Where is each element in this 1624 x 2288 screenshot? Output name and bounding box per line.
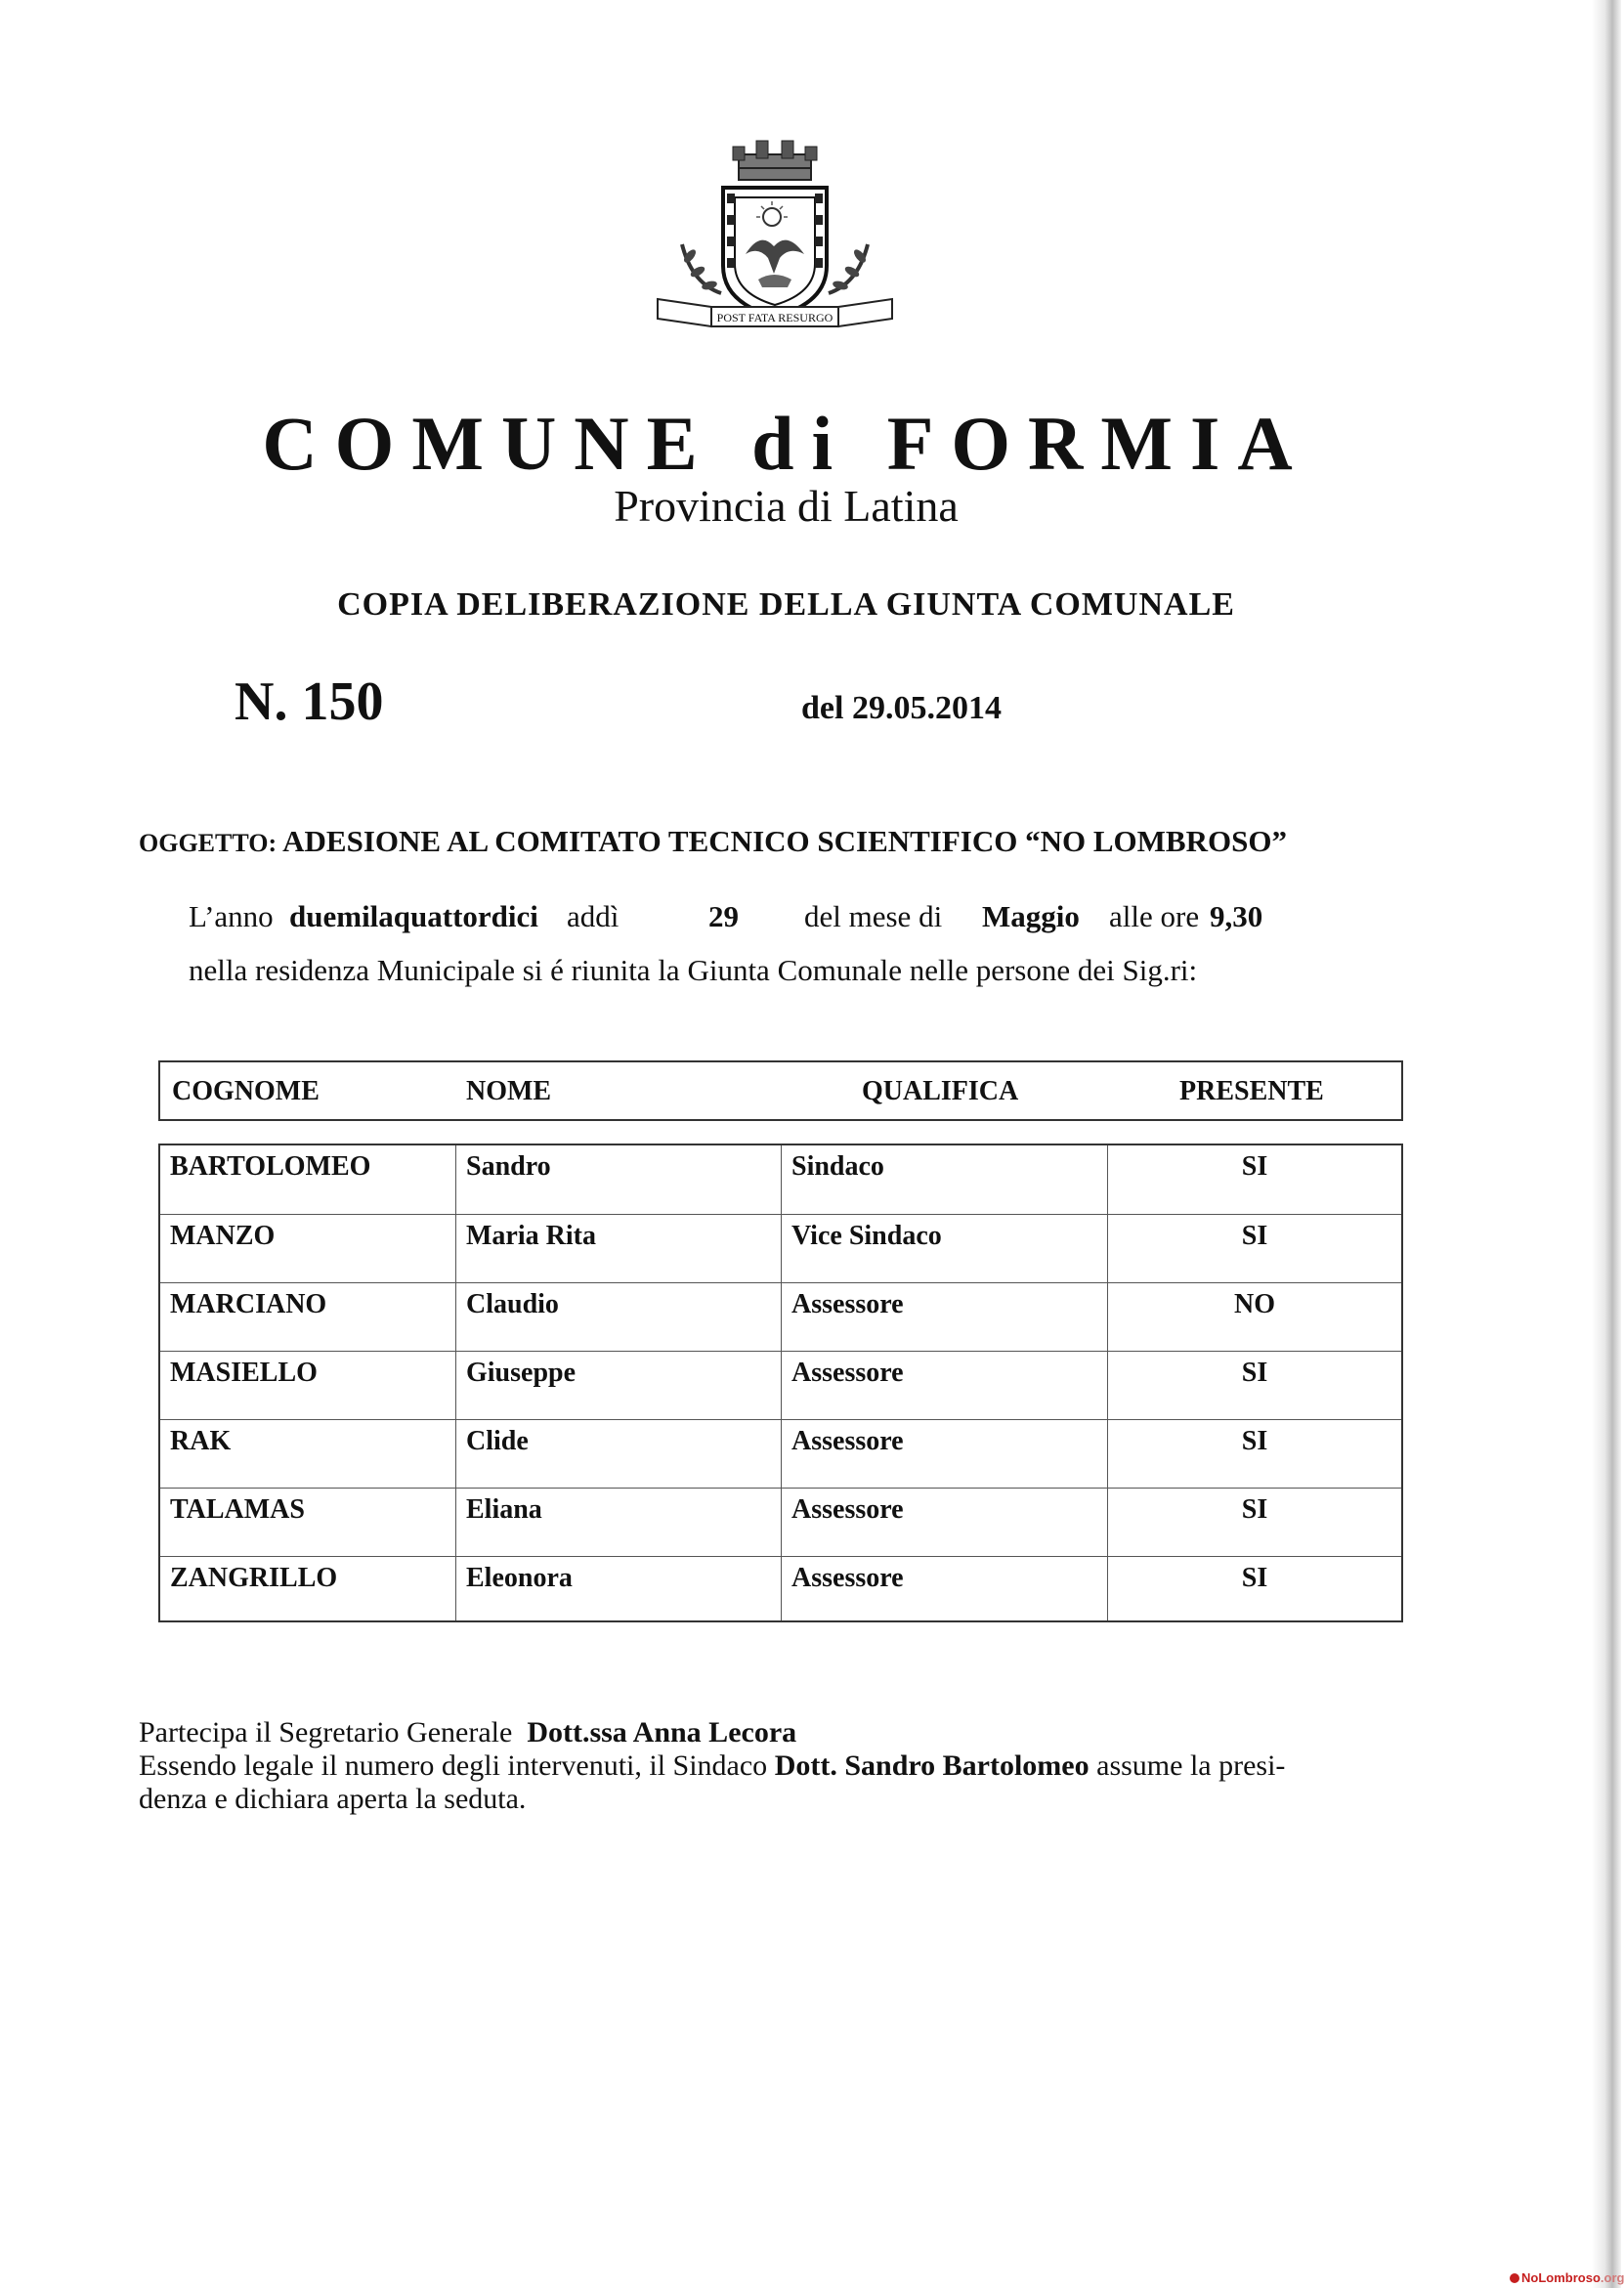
- cell-nome: Sandro: [456, 1145, 782, 1214]
- watermark-brand: NoLombroso: [1521, 2270, 1601, 2285]
- header-nome: NOME: [466, 1076, 552, 1106]
- cell-qualifica: Assessore: [782, 1420, 1108, 1488]
- intro-day: 29: [708, 899, 739, 933]
- subject-label: OGGETTO:: [139, 829, 278, 857]
- scan-edge-shadow: [1592, 0, 1621, 2288]
- watermark-domain: .org: [1600, 2270, 1624, 2285]
- intro-anno: L’anno: [189, 899, 274, 933]
- intro-month: Maggio: [982, 899, 1080, 933]
- table-row: [160, 1351, 1401, 1419]
- cell-cognome: BARTOLOMEO: [160, 1145, 456, 1214]
- cell-qualifica: Assessore: [782, 1489, 1108, 1556]
- crest-motto: POST FATA RESURGO: [716, 311, 833, 324]
- cell-cognome: RAK: [160, 1420, 456, 1488]
- document-type: COPIA DELIBERAZIONE DELLA GIUNTA COMUNALE: [337, 586, 1235, 623]
- cell-qualifica: Assessore: [782, 1557, 1108, 1620]
- mayor-name: Dott. Sandro Bartolomeo: [774, 1749, 1090, 1782]
- cell-qualifica: Vice Sindaco: [782, 1215, 1108, 1282]
- cell-presente: SI: [1241, 1358, 1268, 1388]
- cell-nome: Giuseppe: [456, 1352, 782, 1419]
- table-row: [160, 1282, 1401, 1351]
- cell-presente: NO: [1234, 1289, 1275, 1319]
- cell-cognome: MARCIANO: [160, 1283, 456, 1351]
- intro-ore: alle ore: [1109, 899, 1200, 933]
- members-table: [158, 1144, 1403, 1622]
- document-date: del 29.05.2014: [801, 690, 1002, 726]
- table-row: [160, 1419, 1401, 1488]
- cell-nome: Maria Rita: [456, 1215, 782, 1282]
- closing-line-1: [139, 1716, 796, 1749]
- header-presente: PRESENTE: [1179, 1076, 1324, 1106]
- document-number: N. 150: [235, 671, 384, 732]
- intro-time: 9,30: [1210, 899, 1263, 933]
- closing-text: Partecipa il Segretario Generale: [139, 1716, 513, 1748]
- cell-presente: SI: [1241, 1494, 1268, 1525]
- cell-presente: SI: [1241, 1563, 1268, 1593]
- cell-qualifica: Sindaco: [782, 1145, 1108, 1214]
- watermark-logo-icon: [1510, 2273, 1519, 2283]
- table-header: [158, 1060, 1403, 1121]
- table-row: [160, 1556, 1401, 1620]
- closing-text: assume la presi-: [1096, 1749, 1286, 1782]
- table-row: [160, 1214, 1401, 1282]
- subject-text: ADESIONE AL COMITATO TECNICO SCIENTIFICO “NO LOMBROSO”: [282, 824, 1287, 858]
- cell-nome: Eleonora: [456, 1557, 782, 1620]
- closing-line-3: denza e dichiara aperta la seduta.: [139, 1783, 527, 1815]
- cell-qualifica: Assessore: [782, 1352, 1108, 1419]
- table-row: [160, 1145, 1401, 1214]
- table-row: [160, 1488, 1401, 1556]
- header-qualifica: QUALIFICA: [862, 1076, 1019, 1106]
- closing-line-2: [139, 1749, 1285, 1783]
- cell-presente: SI: [1241, 1151, 1268, 1182]
- cell-cognome: TALAMAS: [160, 1489, 456, 1556]
- subject-line: [139, 824, 1287, 859]
- cell-presente: SI: [1241, 1426, 1268, 1456]
- cell-cognome: MANZO: [160, 1215, 456, 1282]
- secretary-name: Dott.ssa Anna Lecora: [527, 1716, 797, 1748]
- cell-nome: Eliana: [456, 1489, 782, 1556]
- cell-cognome: ZANGRILLO: [160, 1557, 456, 1620]
- intro-mese: del mese di: [804, 899, 943, 933]
- header-cognome: COGNOME: [172, 1076, 320, 1106]
- cell-nome: Claudio: [456, 1283, 782, 1351]
- page-subtitle: Provincia di Latina: [614, 481, 959, 531]
- closing-text: Essendo legale il numero degli intervenuti, il Sindaco: [139, 1749, 768, 1782]
- page-title: COMUNE di FORMIA: [262, 401, 1310, 486]
- intro-line-2: nella residenza Municipale si é riunita la Giunta Comunale nelle persone dei Sig.ri:: [189, 953, 1198, 987]
- cell-qualifica: Assessore: [782, 1283, 1108, 1351]
- coat-of-arms-icon: [653, 137, 897, 362]
- cell-presente: SI: [1241, 1221, 1268, 1251]
- watermark: [1510, 2270, 1624, 2285]
- cell-cognome: MASIELLO: [160, 1352, 456, 1419]
- intro-year: duemilaquattordici: [289, 899, 538, 933]
- intro-addi: addì: [567, 899, 620, 933]
- cell-nome: Clide: [456, 1420, 782, 1488]
